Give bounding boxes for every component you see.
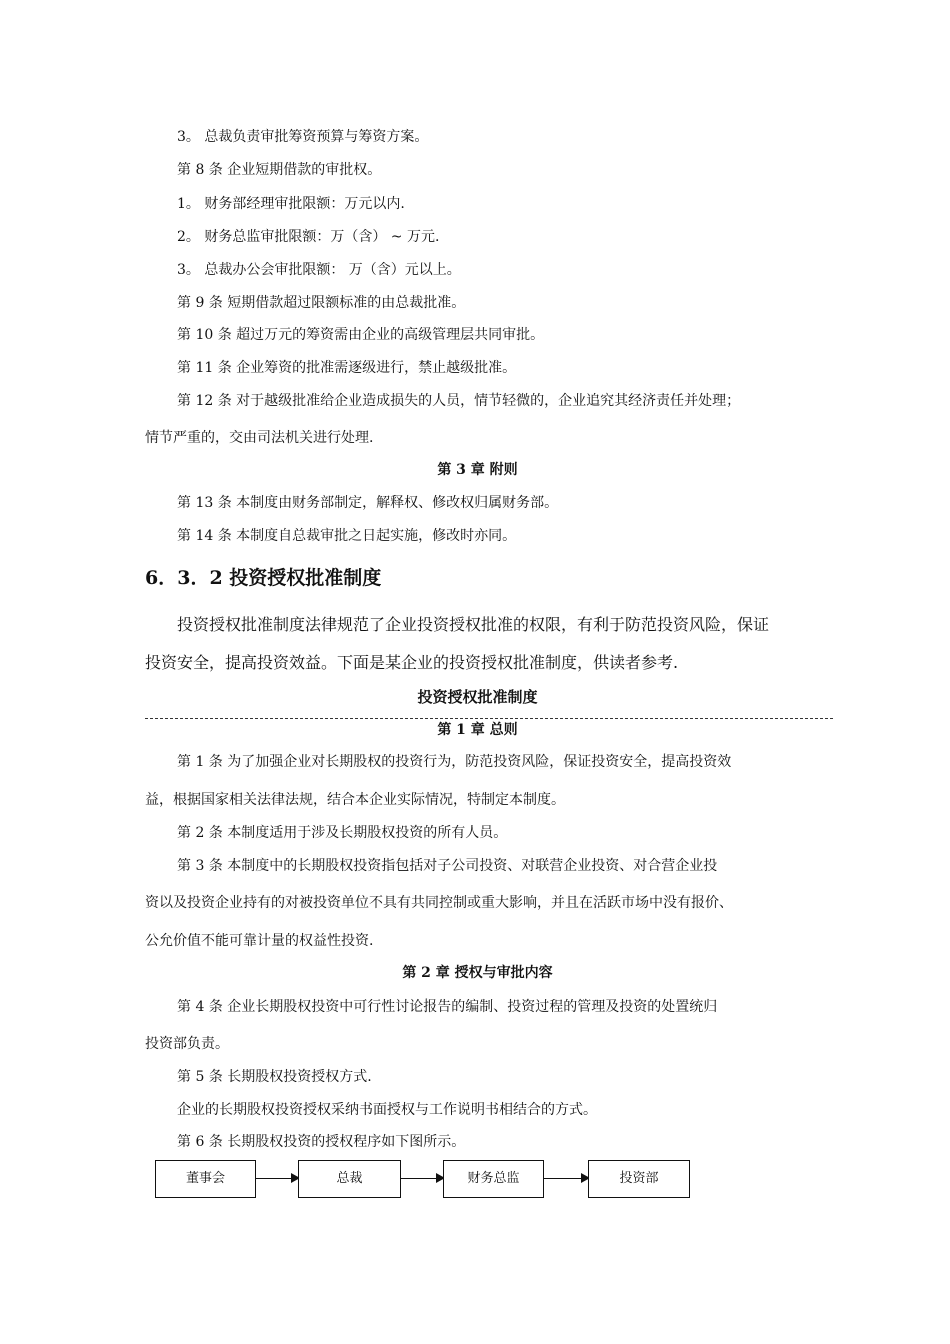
text-line: 1。 财务部经理审批限额：万元以内. [177, 196, 405, 212]
text-line: 第 2 条 本制度适用于涉及长期股权投资的所有人员。 [177, 825, 508, 841]
flow-node-investment-dept: 投资部 [588, 1160, 690, 1198]
text-line: 资以及投资企业持有的对被投资单位不具有共同控制或重大影响，并且在活跃市场中没有报价、 [145, 895, 733, 911]
text-line: 3。 总裁办公会审批限额： 万（含）元以上。 [177, 262, 461, 278]
text-line: 第 12 条 对于越级批准给企业造成损失的人员，情节轻微的，企业追究其经济责任并处理； [177, 393, 741, 409]
flow-node-board: 董事会 [155, 1160, 256, 1198]
flow-arrow [401, 1178, 443, 1179]
document-title: 投资授权批准制度 [417, 688, 538, 706]
text-line: 第 5 条 长期股权投资授权方式. [177, 1069, 372, 1085]
chapter-heading: 第 1 章 总则 [437, 722, 518, 738]
intro-line: 投资安全，提高投资效益。下面是某企业的投资授权批准制度，供读者参考. [145, 653, 679, 672]
chapter-heading: 第 3 章 附则 [437, 462, 518, 478]
text-line: 第 8 条 企业短期借款的审批权。 [177, 162, 382, 178]
text-line: 第 13 条 本制度由财务部制定，解释权、修改权归属财务部。 [177, 495, 559, 511]
intro-line: 投资授权批准制度法律规范了企业投资授权批准的权限，有利于防范投资风险，保证 [177, 615, 770, 634]
text-line: 3。 总裁负责审批筹资预算与筹资方案。 [177, 129, 429, 145]
chapter-heading: 第 2 章 授权与审批内容 [402, 965, 553, 981]
flow-node-cfo: 财务总监 [443, 1160, 544, 1198]
text-line: 企业的长期股权投资授权采纳书面授权与工作说明书相结合的方式。 [177, 1102, 597, 1118]
text-line: 2。 财务总监审批限额：万（含） ~ 万元. [177, 229, 440, 245]
text-line: 第 4 条 企业长期股权投资中可行性讨论报告的编制、投资过程的管理及投资的处置统归 [177, 999, 718, 1015]
text-line: 益，根据国家相关法律法规，结合本企业实际情况，特制定本制度。 [145, 792, 565, 808]
text-line: 第 6 条 长期股权投资的授权程序如下图所示。 [177, 1134, 466, 1150]
text-line: 第 11 条 企业筹资的批准需逐级进行，禁止越级批准。 [177, 360, 517, 376]
dashed-divider [145, 718, 833, 719]
text-line: 投资部负责。 [145, 1036, 229, 1052]
text-line: 公允价值不能可靠计量的权益性投资. [145, 933, 374, 949]
text-line: 情节严重的，交由司法机关进行处理. [145, 430, 374, 446]
flow-node-president: 总裁 [298, 1160, 401, 1198]
text-line: 第 3 条 本制度中的长期股权投资指包括对子公司投资、对联营企业投资、对合营企业投 [177, 858, 718, 874]
text-line: 第 10 条 超过万元的筹资需由企业的高级管理层共同审批。 [177, 327, 545, 343]
text-line: 第 9 条 短期借款超过限额标准的由总裁批准。 [177, 295, 466, 311]
flow-arrow [544, 1178, 588, 1179]
flow-arrow [256, 1178, 298, 1179]
text-line: 第 1 条 为了加强企业对长期股权的投资行为，防范投资风险，保证投资安全，提高投资效 [177, 754, 732, 770]
section-title: 6．3．2 投资授权批准制度 [145, 567, 382, 589]
text-line: 第 14 条 本制度自总裁审批之日起实施，修改时亦同。 [177, 528, 517, 544]
